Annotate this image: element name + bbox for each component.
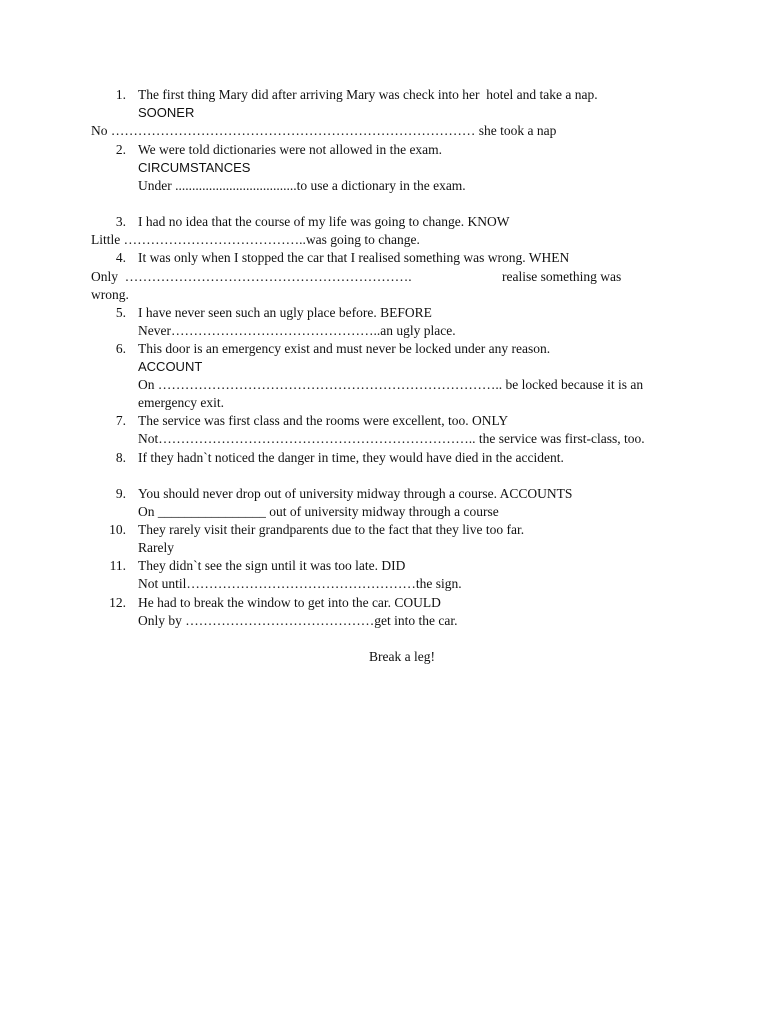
answer-line: No ……………………………………………………………………… she took a nap xyxy=(91,123,557,138)
question-text: The service was first class and the rooms were excellent, too. ONLY xyxy=(138,413,509,428)
item-number: 7. xyxy=(115,413,126,428)
answer-line-continuation: realise something was xyxy=(502,269,622,284)
question-text: I had no idea that the course of my life was going to change. KNOW xyxy=(138,214,510,229)
item-number: 8. xyxy=(115,450,126,465)
answer-line: Not until……………………………………………the sign. xyxy=(138,576,462,591)
answer-line: On ………………………………………………………………….. be locked because it is an xyxy=(138,377,644,392)
question-text: He had to break the window to get into the car. COULD xyxy=(138,595,441,610)
question-text: This door is an emergency exist and must never be locked under any reason. xyxy=(138,341,551,356)
question-text: If they hadn`t noticed the danger in time, they would have died in the accident. xyxy=(138,450,564,465)
question-text: The first thing Mary did after arriving Mary was check into her hotel and take a nap. xyxy=(138,87,598,102)
closing-text: Break a leg! xyxy=(369,649,435,664)
item-number: 12. xyxy=(109,595,126,610)
keyword: CIRCUMSTANCES xyxy=(138,160,251,175)
answer-line: Under ....................................to use a dictionary in the exam. xyxy=(138,178,466,193)
answer-line: Only ………………………………………………………. xyxy=(91,269,412,284)
question-text: We were told dictionaries were not allowed in the exam. xyxy=(138,142,443,157)
answer-line-wrap: wrong. xyxy=(91,287,129,302)
item-number: 1. xyxy=(115,87,126,102)
question-text: They didn`t see the sign until it was too late. DID xyxy=(138,558,406,573)
answer-line: Not…………………………………………………………….. the service was first-class, too. xyxy=(138,431,645,446)
question-text: I have never seen such an ugly place before. BEFORE xyxy=(138,305,432,320)
keyword: SOONER xyxy=(138,105,195,120)
item-number: 10. xyxy=(109,522,126,537)
item-number: 3. xyxy=(115,214,126,229)
question-text: They rarely visit their grandparents due to the fact that they live too far. xyxy=(138,522,525,537)
answer-line: Never………………………………………..an ugly place. xyxy=(138,323,456,338)
question-text: It was only when I stopped the car that I realised something was wrong. WHEN xyxy=(138,250,570,265)
answer-line: On ________________ out of university midway through a course xyxy=(138,504,499,519)
keyword: ACCOUNT xyxy=(138,359,203,374)
item-number: 2. xyxy=(115,142,126,157)
question-text: You should never drop out of university midway through a course. ACCOUNTS xyxy=(138,486,573,501)
item-number: 11. xyxy=(109,558,126,573)
answer-line-wrap: emergency exit. xyxy=(138,395,224,410)
answer-line: Little …………………………………..was going to change. xyxy=(91,232,420,247)
item-number: 6. xyxy=(115,341,126,356)
answer-line: Only by ……………………………………get into the car. xyxy=(138,613,458,628)
item-number: 9. xyxy=(115,486,126,501)
answer-line: Rarely xyxy=(138,540,174,555)
item-number: 4. xyxy=(115,250,126,265)
item-number: 5. xyxy=(115,305,126,320)
